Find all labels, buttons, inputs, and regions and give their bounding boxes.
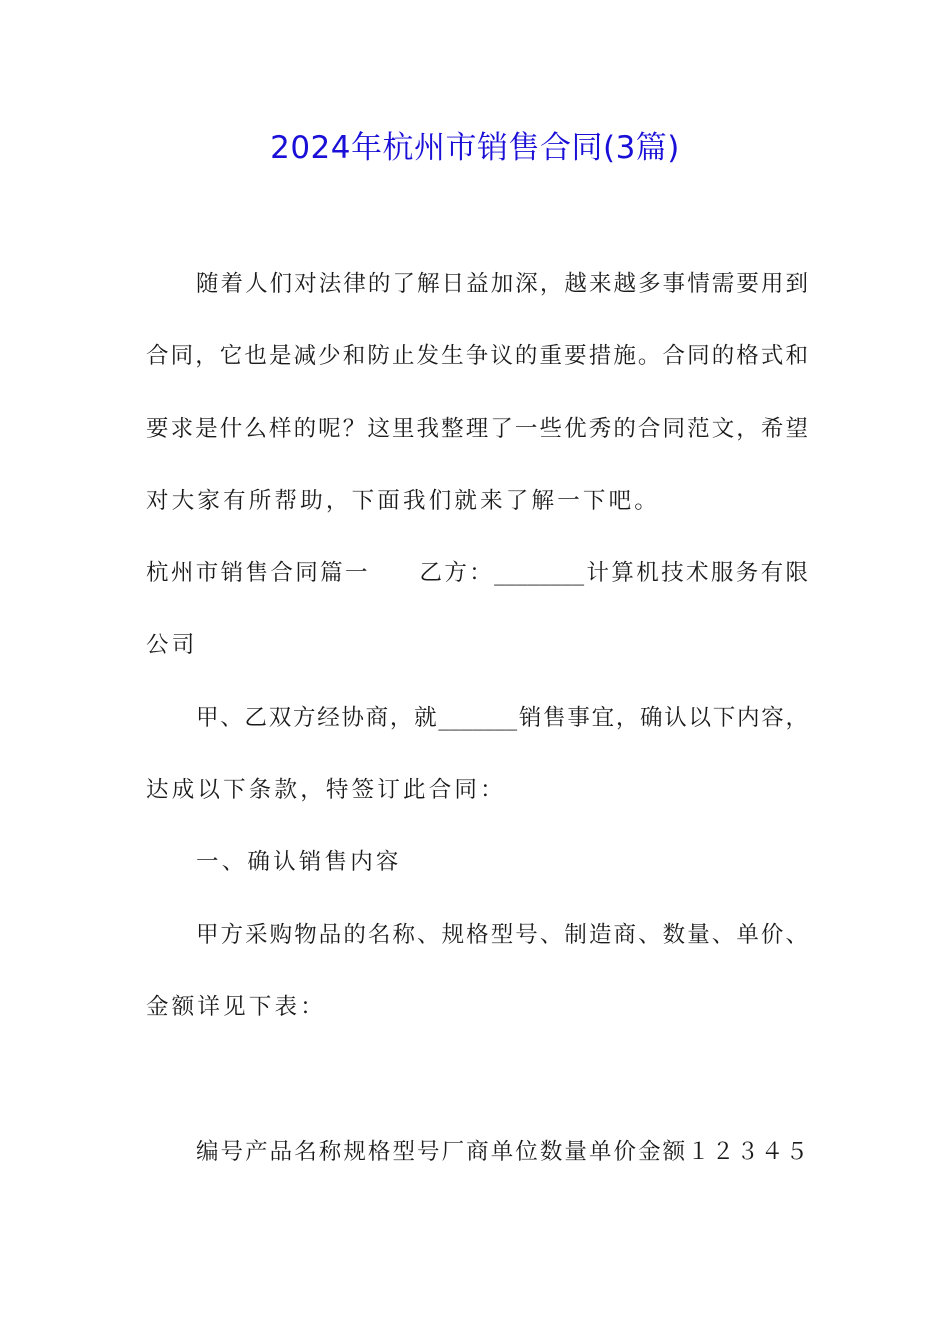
- document-body: [146, 266, 808, 1206]
- document-title: 2024年杭州市销售合同(3篇): [270, 130, 680, 166]
- blank-spacer: [146, 1061, 808, 1133]
- paragraph-line: 随着人们对法律的了解日益加深，越来越多事情需要用到: [196, 271, 808, 297]
- paragraph-line: 公司: [146, 632, 198, 659]
- section-heading-line: 杭州市销售合同篇一 乙方：________计算机技术服务有限: [146, 560, 808, 587]
- paragraph-line: 要求是什么样的呢？这里我整理了一些优秀的合同范文，希望: [146, 415, 808, 442]
- paragraph-line: 甲、乙双方经协商，就_______销售事宜，确认以下内容，: [196, 704, 808, 731]
- paragraph-line: 达成以下条款，特签订此合同：: [146, 777, 506, 804]
- paragraph-line: 合同，它也是减少和防止发生争议的重要措施。合同的格式和: [146, 343, 808, 370]
- paragraph-line: 甲方采购物品的名称、规格型号、制造商、数量、单价、: [196, 921, 808, 948]
- paragraph-line: 对大家有所帮助，下面我们就来了解一下吧。: [146, 487, 661, 514]
- table-header-line: 编号产品名称规格型号厂商单位数量单价金额１２３４５: [196, 1138, 808, 1165]
- clause-heading: 一、确认销售内容: [196, 849, 402, 876]
- paragraph-line: 金额详见下表：: [146, 993, 326, 1020]
